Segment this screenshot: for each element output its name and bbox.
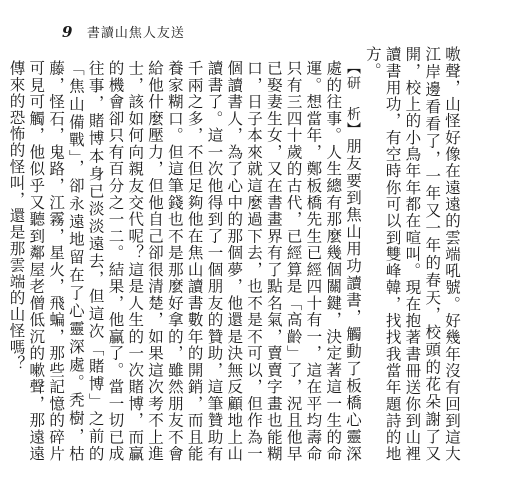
vertical-text-body	[7, 46, 461, 463]
analysis-text: 朋友要到焦山用功讀書，觸動了板橋心靈深處的往事。人生總有那麼幾個關鍵，決定著這一生的命運。想當年，鄭板橋先生已經四十有一，這在平均壽命只有三四十歲的古代，已經算是「高齡」了，況且他早已娶妻生女，又在書畫界有了點名氣，賣賣字畫也能糊口，日子本來就這麼過下去，也不是不可以，但作為一個讀書人，為了心中的那個夢，他還是決無反顧地上山讀書了。這一次他得到了一個朋友的贊助，這筆贊助有千兩之多，不但足夠他在焦山讀書數年的開銷，而且能養家糊口。但這筆錢也不是那麼好拿的，雖然朋友不會給他什麼壓力，但他自己卻很清楚，如果這次考不上進士，該如何向親友交代呢？這是人生的一次賭博，而贏的機會卻只有百分之一二。結果，他贏了。當一切已成往事，賭博本身已淡淡遠去，但這次「賭博」之前的「焦山備戰」，卻永遠地留在了心靈深處。秃樹，枯藤，怪石，鬼路，江霧，星火，飛蝙，那些記憶的碎片可見可觸，他似乎又聽到鄰屋老僧低沉的嗽聲，那遠遠傳來的恐怖的怪叫，還是那雲端的山怪嗎？	[7, 60, 363, 463]
page-header	[62, 22, 185, 42]
analysis-label: 【研 析】	[345, 60, 362, 138]
running-title: 書讀山焦人友送	[86, 26, 185, 41]
page-number: 9	[62, 23, 73, 41]
poem-translation-paragraph: 嗷聲，山怪好像在遠遠的雲端吼號。好幾年沒有回到這大江岸邊看看了，一年又一年的春天，校頭的花朵謝了又開，校上的小鳥年年都在喧叫。現在抱著書冊送你到山裡讀書用功，有空時你可以到雙峰韓，找找我當年題詩的地方。	[363, 46, 461, 462]
analysis-paragraph	[6, 60, 362, 462]
